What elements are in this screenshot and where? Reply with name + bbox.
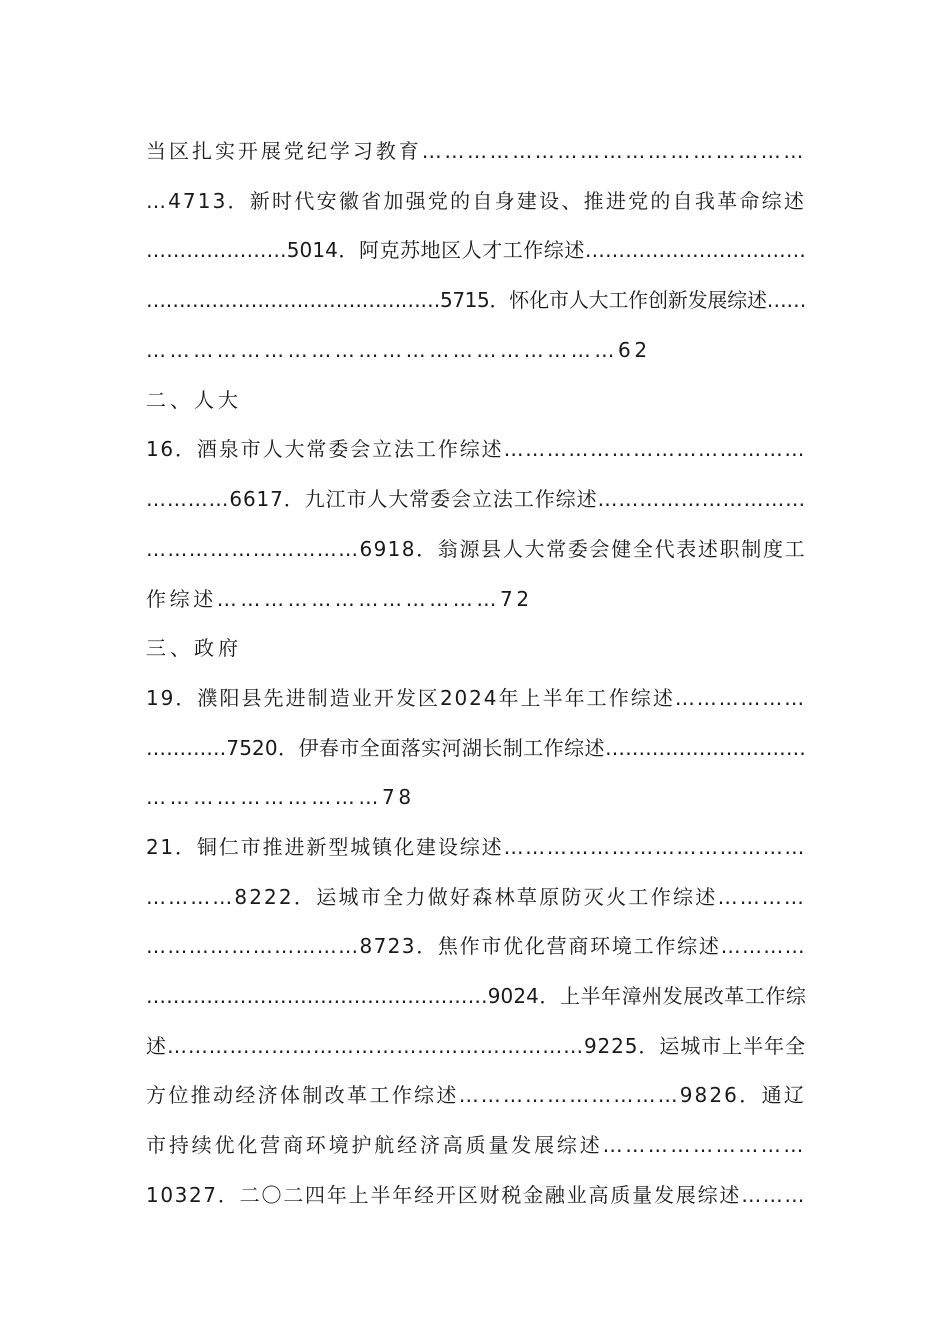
- toc-line: 10327．二〇二四年上半年经开区财税金融业高质量发展综述………: [146, 1183, 806, 1207]
- toc-line: 市持续优化营商环境护航经济高质量发展综述………………………: [146, 1133, 806, 1157]
- toc-line: …………7520．伊春市全面落实河湖长制工作综述…………………………: [146, 736, 806, 760]
- toc-line: 述……………………………………………………9225．运城市上半年全: [146, 1034, 806, 1058]
- toc-line: ……………………………………………………62: [146, 338, 651, 362]
- toc-line: …………………………6918．翁源县人大常委会健全代表述职制度工: [146, 537, 806, 561]
- toc-line: 作综述………………………………72: [146, 587, 533, 611]
- section-heading: 三、政府: [146, 636, 242, 660]
- toc-line: 21．铜仁市推进新型城镇化建设综述……………………………………: [146, 835, 806, 859]
- toc-line: 当区扎实开展党纪学习教育……………………………………………: [146, 139, 806, 163]
- toc-line: …………6617．九江市人大常委会立法工作综述…………………………: [146, 487, 806, 511]
- toc-line: …………8222．运城市全力做好森林草原防灭火工作综述…………: [146, 885, 806, 909]
- toc-line: …………………………8723．焦作市优化营商环境工作综述…………: [146, 934, 806, 958]
- toc-line: …………………5014．阿克苏地区人才工作综述……………………………: [146, 238, 806, 262]
- toc-line: …4713．新时代安徽省加强党的自身建设、推进党的自我革命综述: [146, 189, 806, 213]
- toc-line: 19．濮阳县先进制造业开发区2024年上半年工作综述………………: [146, 686, 806, 710]
- toc-line: …………………………78: [146, 785, 415, 809]
- toc-line: ……………………………………………9024．上半年漳州发展改革工作综: [146, 984, 806, 1008]
- toc-line: 方位推动经济体制改革工作综述…………………………9826．通辽: [146, 1083, 806, 1107]
- section-heading: 二、人大: [146, 388, 242, 412]
- toc-line: ………………………………………5715．怀化市人大工作创新发展综述……: [146, 288, 806, 312]
- toc-line: 16．酒泉市人大常委会立法工作综述……………………………………: [146, 437, 806, 461]
